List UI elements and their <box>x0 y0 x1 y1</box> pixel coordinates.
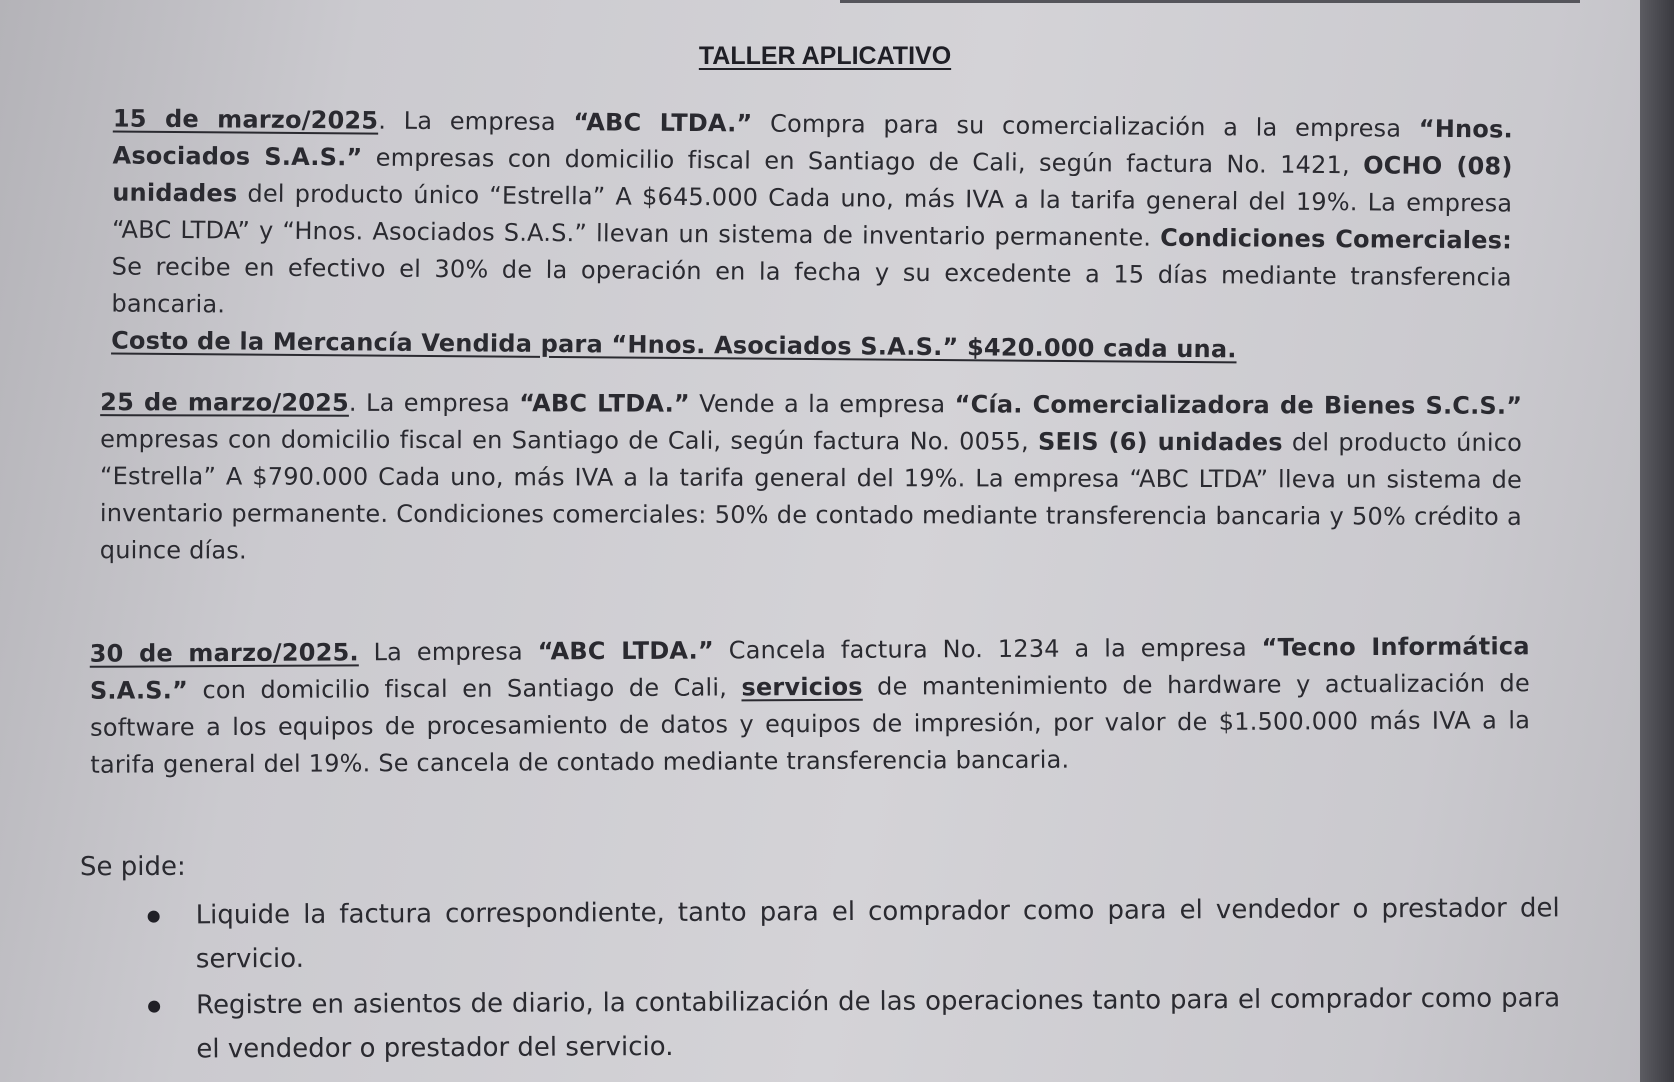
screen-bezel-edge <box>1640 0 1674 1082</box>
entry-text: 25 de marzo/2025. La empresa “ABC LTDA.” Vende a la empresa “Cía. Comercializadora de Bienes S.C.S.” empresas con domicilio fiscal en Santiago de Cali, según factura No. 0055, SEIS (6) unidades del producto único “Estrella” A $790.000 Cada uno, más IVA a la tarifa general del 19%. La empresa “ABC LTDA” lleva un sistema de inventario permanente. Condiciones comerciales: 50% de contado mediante transferencia bancaria y 50% crédito a quince días. <box>99 388 1523 565</box>
list-item: Liquide la factura correspondiente, tanto para el comprador como para el vendedor o prestador del servicio. <box>140 886 1560 981</box>
list-item: Registre en asientos de diario, la contabilización de las operaciones tanto para el comprador como para el vendedor o prestador del servicio. <box>140 976 1560 1071</box>
top-rule-line <box>840 0 1580 3</box>
entry-march-30 <box>90 628 1531 784</box>
cost-note: Costo de la Mercancía Vendida para “Hnos. Asociados S.A.S.” $420.000 cada una. <box>111 326 1237 364</box>
entry-date: 25 de marzo/2025 <box>100 388 349 417</box>
page-title: TALLER APLICATIVO <box>698 42 952 70</box>
entry-march-15 <box>111 101 1513 371</box>
task-list <box>140 886 1561 1073</box>
entry-text: 30 de marzo/2025. La empresa “ABC LTDA.” Cancela factura No. 1234 a la empresa “Tecno Informática S.A.S.” con domicilio fiscal en Santiago de Cali, servicios de mantenimiento de hardware y actualización de software a los equipos de procesamiento de datos y equipos de impresión, por valor de $1.500.000 más IVA a la tarifa general del 19%. Se cancela de contado mediante transferencia bancaria. <box>89 632 1531 779</box>
entry-text: 15 de marzo/2025. La empresa “ABC LTDA.” Compra para su comercialización a la empresa “Hnos. Asociados S.A.S.” empresas con domicilio fiscal en Santiago de Cali, según factura No. 1421, OCHO (08) unidades del producto único “Estrella” A $645.000 Cada uno, más IVA a la tarifa general del 19%. La empresa “ABC LTDA” y “Hnos. Asociados S.A.S.” llevan un sistema de inventario permanente. Condiciones Comerciales: Se recibe en efectivo el 30% de la operación en la fecha y su excedente a 15 días mediante transferencia bancaria. <box>111 104 1513 319</box>
se-pide-label: Se pide: <box>79 851 186 883</box>
entry-march-25 <box>100 384 1522 573</box>
bullet-icon <box>148 911 160 923</box>
entry-date: 30 de marzo/2025. <box>89 638 359 668</box>
entry-date: 15 de marzo/2025 <box>112 104 379 135</box>
bullet-icon <box>148 1001 160 1013</box>
